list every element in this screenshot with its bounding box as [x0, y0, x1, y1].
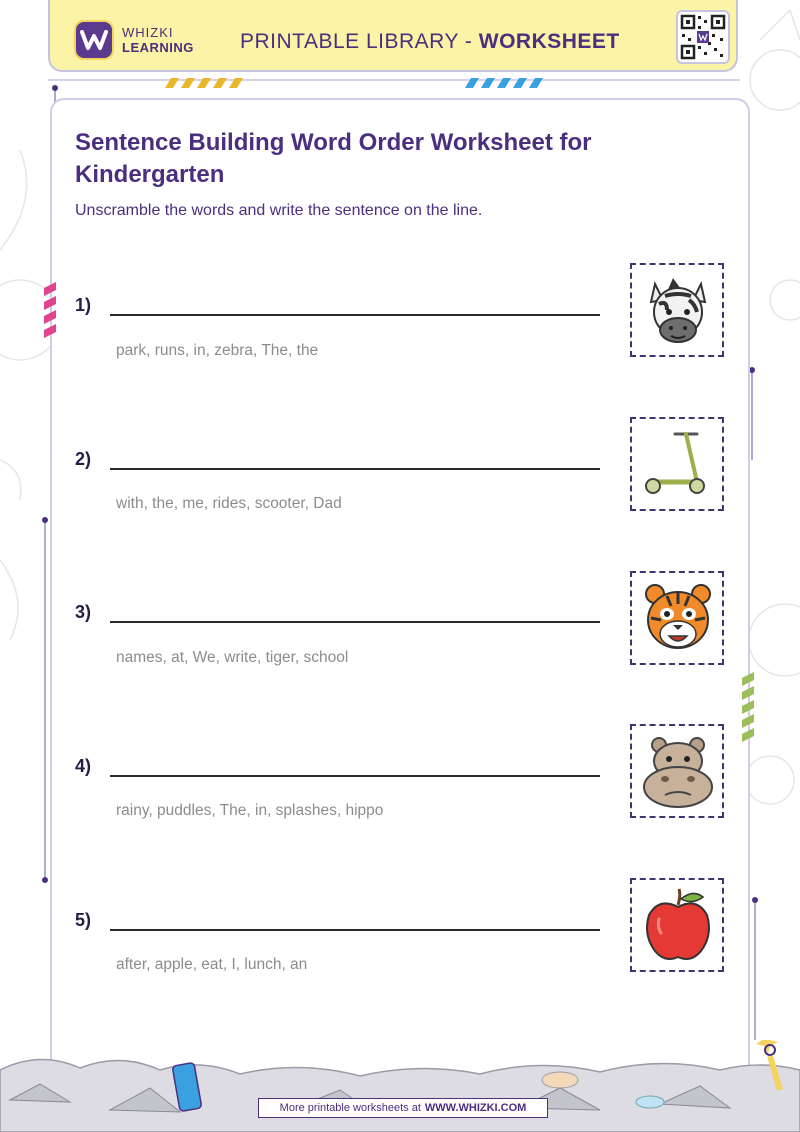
footer-website-link[interactable]: WWW.WHIZKI.COM: [424, 1102, 527, 1114]
header-title: [240, 30, 640, 54]
whizki-logo-icon: [74, 20, 114, 60]
brand-name: [122, 25, 194, 55]
footer-bar: [258, 1098, 548, 1118]
header-title-prefix: PRINTABLE LIBRARY -: [240, 30, 479, 53]
picture-box: [630, 878, 724, 972]
scrambled-words: names, at, We, write, tiger, school: [116, 649, 349, 666]
answer-line[interactable]: [110, 775, 600, 777]
apple-icon: [637, 885, 719, 967]
question-number: 4): [75, 756, 92, 776]
scrambled-words: with, the, me, rides, scooter, Dad: [116, 495, 342, 512]
answer-line[interactable]: [110, 929, 600, 931]
picture-box: [630, 571, 724, 665]
question-number: 3): [75, 602, 92, 622]
scrambled-words: after, apple, eat, I, lunch, an: [116, 956, 308, 973]
zebra-icon: [637, 270, 719, 352]
hippo-icon: [637, 731, 719, 813]
green-stripes-decoration: [742, 672, 756, 758]
scrambled-words: rainy, puddles, The, in, splashes, hippo: [116, 802, 384, 819]
pink-stripes-decoration: [44, 282, 58, 350]
scrambled-words: park, runs, in, zebra, The, the: [116, 342, 319, 359]
page-title: Sentence Building Word Order Worksheet for Kindergarten: [75, 129, 592, 188]
worksheet-header: [48, 0, 738, 72]
tiger-icon: [637, 578, 719, 660]
picture-box: [630, 263, 724, 357]
blue-stripes-decoration: [465, 78, 555, 90]
yellow-stripes-decoration: [165, 78, 250, 90]
answer-line[interactable]: [110, 468, 600, 470]
question-number: 5): [75, 910, 92, 930]
question-number: 2): [75, 449, 92, 469]
picture-box: [630, 417, 724, 511]
brand-line-2: LEARNING: [122, 40, 194, 55]
scooter-icon: [637, 424, 719, 506]
answer-line[interactable]: [110, 314, 600, 316]
answer-line[interactable]: [110, 621, 600, 623]
footer-text: More printable worksheets at: [279, 1102, 421, 1114]
header-title-bold: WORKSHEET: [478, 30, 620, 53]
brand-line-1: WHIZKI: [122, 25, 174, 40]
rocky-ground-illustration: [0, 1040, 800, 1132]
question-number: 1): [75, 295, 92, 315]
picture-box: [630, 724, 724, 818]
qr-code-icon: [676, 10, 730, 64]
instructions: Unscramble the words and write the sentence on the line.: [75, 202, 483, 219]
